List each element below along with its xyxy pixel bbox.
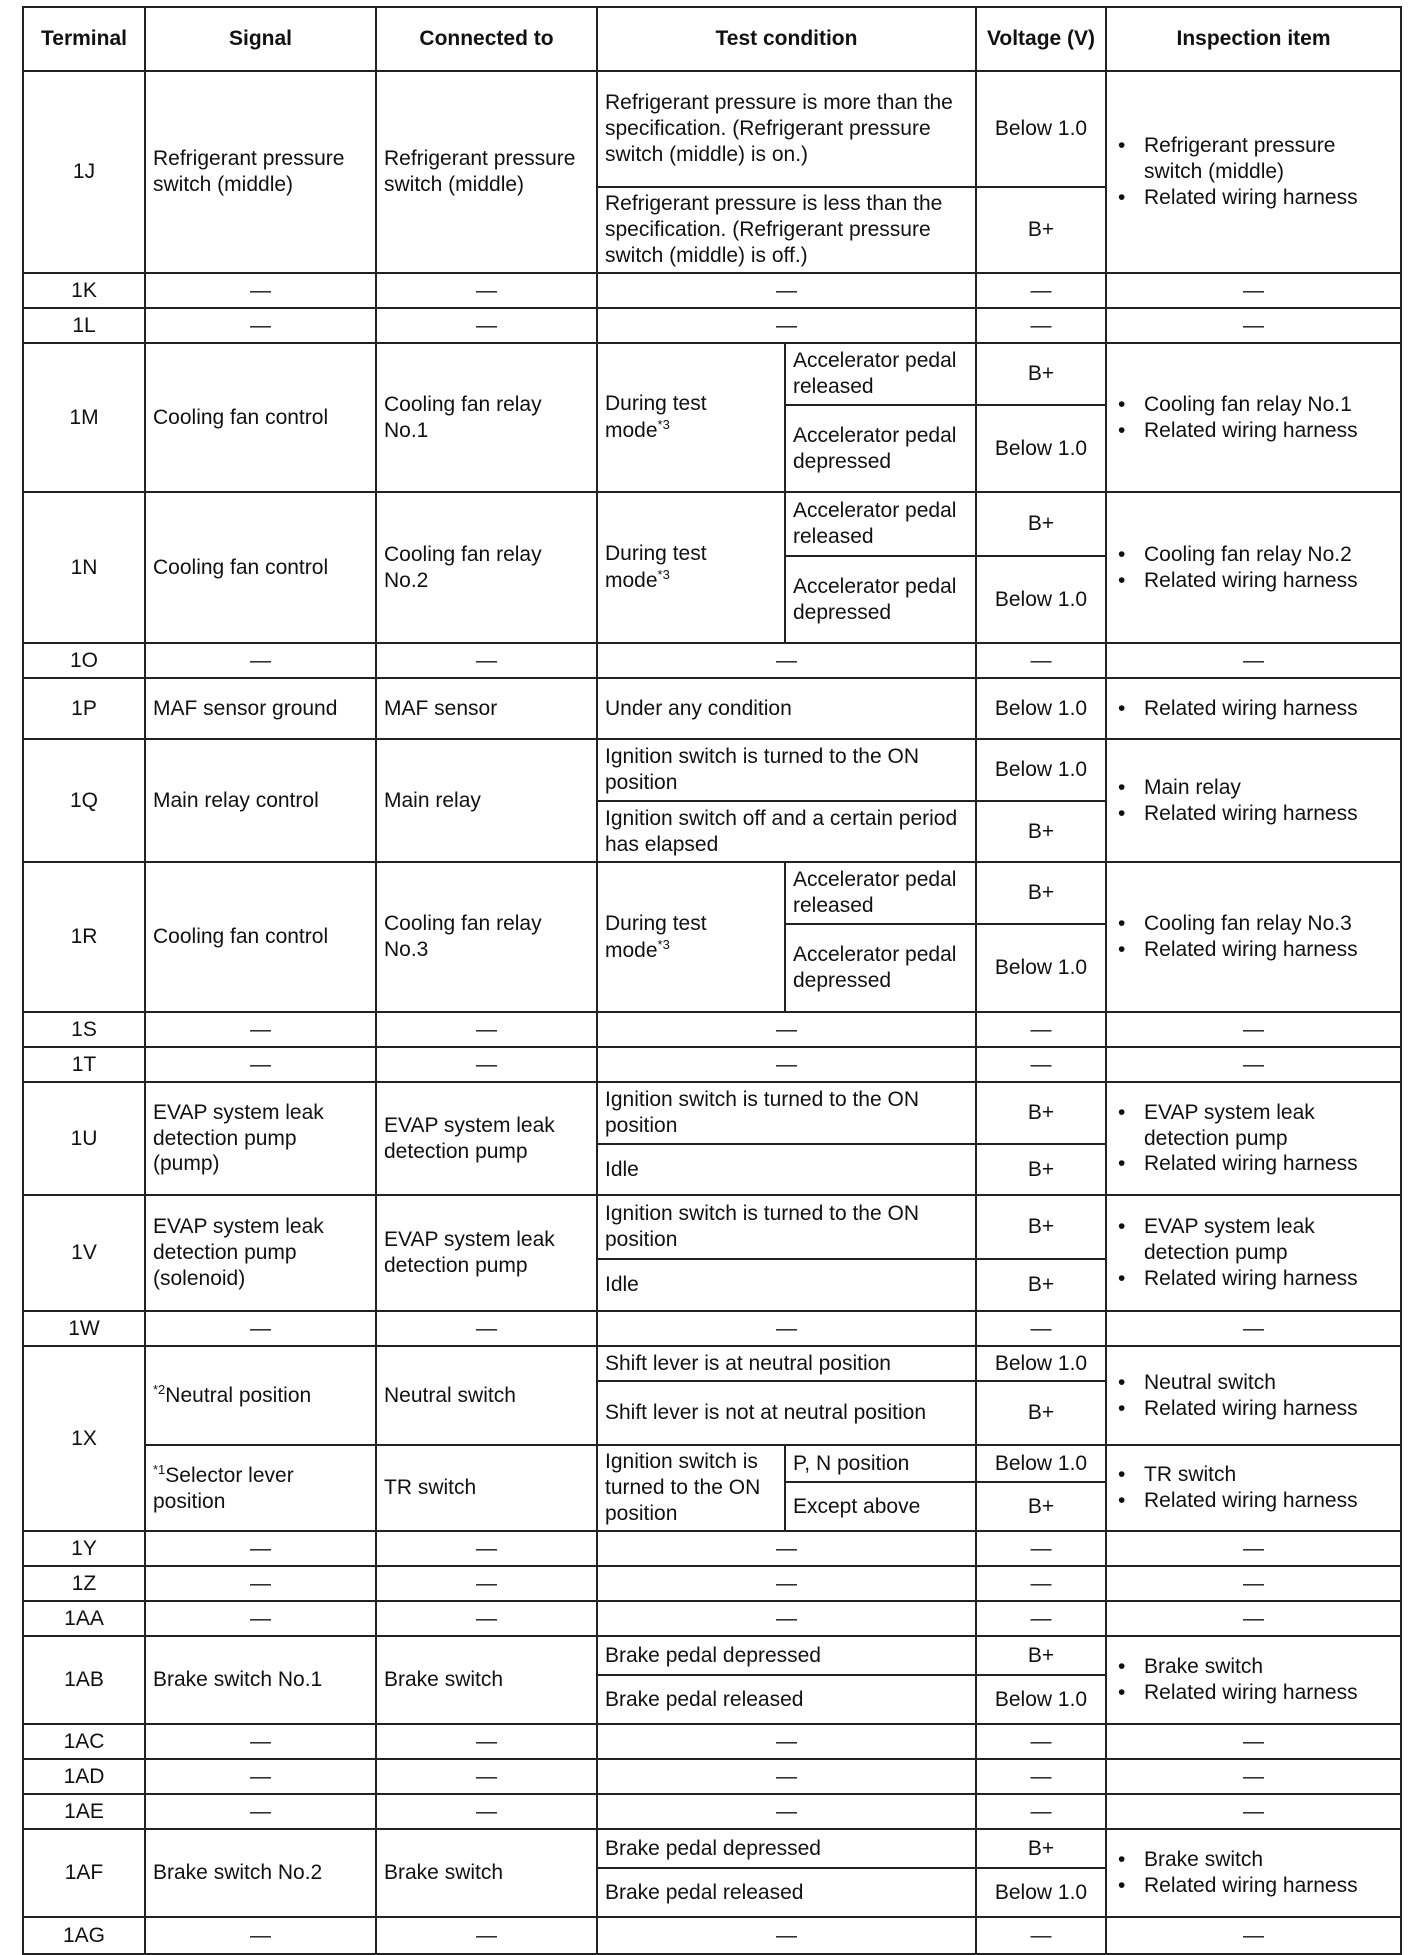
signal-cell: —	[145, 1759, 376, 1794]
connected-cell: —	[376, 1794, 597, 1829]
inspection-cell	[1106, 492, 1401, 643]
test-condition-cell: Accelerator pedal released	[785, 862, 976, 924]
footnote-marker: *3	[657, 936, 670, 952]
inspection-item: • Related wiring harness	[1144, 568, 1393, 594]
main-condition-cell	[597, 492, 785, 643]
inspection-cell: —	[1106, 308, 1401, 343]
connected-cell: —	[376, 1311, 597, 1346]
test-condition-cell: P, N position	[785, 1445, 976, 1482]
inspection-cell: —	[1106, 1531, 1401, 1566]
table-row-1ab	[23, 1636, 1401, 1675]
connected-cell: —	[376, 643, 597, 678]
test-condition-cell: —	[597, 1566, 976, 1601]
voltage-cell: B+	[976, 1636, 1106, 1675]
terminal-cell: 1AF	[23, 1829, 145, 1917]
header-row	[23, 7, 1401, 71]
signal-cell: —	[145, 1917, 376, 1954]
inspection-item: • Related wiring harness	[1144, 937, 1393, 963]
inspection-cell	[1106, 1636, 1401, 1724]
terminal-cell: 1AC	[23, 1724, 145, 1759]
connected-to-cell: Brake switch	[376, 1636, 597, 1724]
signal-cell: —	[145, 273, 376, 308]
test-condition-cell: Brake pedal released	[597, 1675, 976, 1724]
inspection-cell: —	[1106, 1759, 1401, 1794]
terminal-cell: 1AD	[23, 1759, 145, 1794]
test-condition-cell: —	[597, 1047, 976, 1082]
table-row-1af	[23, 1829, 1401, 1868]
test-condition-cell: —	[597, 273, 976, 308]
signal-cell: EVAP system leak detection pump (pump)	[145, 1082, 376, 1195]
inspection-list	[1114, 911, 1393, 963]
test-condition-cell: Accelerator pedal depressed	[785, 924, 976, 1012]
connected-cell: —	[376, 1917, 597, 1954]
signal-cell: —	[145, 643, 376, 678]
inspection-item: • Related wiring harness	[1144, 1680, 1393, 1706]
signal-cell: —	[145, 1531, 376, 1566]
table-row-1l	[23, 308, 1401, 343]
inspection-cell	[1106, 1082, 1401, 1195]
signal-cell: Cooling fan control	[145, 343, 376, 492]
terminal-cell: 1L	[23, 308, 145, 343]
table-row-1k	[23, 273, 1401, 308]
signal-cell: Main relay control	[145, 739, 376, 862]
inspection-item: • Main relay	[1144, 775, 1393, 801]
connected-to-cell: Main relay	[376, 739, 597, 862]
signal-cell: Cooling fan control	[145, 492, 376, 643]
voltage-cell: Below 1.0	[976, 1675, 1106, 1724]
connected-cell: —	[376, 1724, 597, 1759]
voltage-cell: B+	[976, 1195, 1106, 1259]
table-row-1t	[23, 1047, 1401, 1082]
signal-cell: MAF sensor ground	[145, 678, 376, 739]
inspection-cell: —	[1106, 1601, 1401, 1636]
header-voltage: Voltage (V)	[976, 7, 1106, 71]
inspection-cell: —	[1106, 1794, 1401, 1829]
test-condition-cell: Brake pedal depressed	[597, 1829, 976, 1868]
connected-cell: —	[376, 308, 597, 343]
inspection-cell: —	[1106, 1311, 1401, 1346]
terminal-cell: 1U	[23, 1082, 145, 1195]
voltage-cell: B+	[976, 1144, 1106, 1195]
test-condition-cell: —	[597, 1724, 976, 1759]
voltage-cell: —	[976, 1724, 1106, 1759]
voltage-cell: B+	[976, 1482, 1106, 1531]
voltage-cell: —	[976, 643, 1106, 678]
connected-cell: —	[376, 1047, 597, 1082]
main-condition-cell	[597, 343, 785, 492]
test-condition-cell: Accelerator pedal depressed	[785, 405, 976, 492]
table-row-1ad	[23, 1759, 1401, 1794]
connected-cell: —	[376, 273, 597, 308]
table-row-1j	[23, 71, 1401, 187]
connected-to-cell: MAF sensor	[376, 678, 597, 739]
table-row-1w	[23, 1311, 1401, 1346]
inspection-cell: —	[1106, 273, 1401, 308]
terminal-cell: 1O	[23, 643, 145, 678]
inspection-cell: —	[1106, 1566, 1401, 1601]
test-condition-cell: —	[597, 1531, 976, 1566]
signal-cell: —	[145, 1724, 376, 1759]
signal-cell: —	[145, 1311, 376, 1346]
connected-to-cell: EVAP system leak detection pump	[376, 1195, 597, 1311]
signal-cell: —	[145, 1601, 376, 1636]
voltage-cell: Below 1.0	[976, 1445, 1106, 1482]
inspection-list	[1114, 775, 1393, 827]
inspection-list	[1114, 1100, 1393, 1177]
inspection-list	[1114, 133, 1393, 210]
terminal-cell: 1V	[23, 1195, 145, 1311]
connected-to-cell: EVAP system leak detection pump	[376, 1082, 597, 1195]
test-condition-cell: —	[597, 1794, 976, 1829]
test-condition-cell: Accelerator pedal released	[785, 492, 976, 556]
terminal-cell: 1T	[23, 1047, 145, 1082]
inspection-item: • Related wiring harness	[1144, 1873, 1393, 1899]
test-condition-cell: Accelerator pedal depressed	[785, 556, 976, 643]
footnote-marker: *1	[153, 1461, 166, 1477]
test-condition-cell: Except above	[785, 1482, 976, 1531]
test-condition-cell: Ignition switch is turned to the ON position	[597, 1195, 976, 1259]
table-row-1z	[23, 1566, 1401, 1601]
inspection-cell	[1106, 739, 1401, 862]
connected-to-cell: Neutral switch	[376, 1346, 597, 1445]
terminal-cell: 1S	[23, 1012, 145, 1047]
header-test-condition: Test condition	[597, 7, 976, 71]
cell-text: During test mode	[605, 392, 707, 442]
signal-cell	[145, 1346, 376, 1445]
voltage-cell: B+	[976, 1259, 1106, 1311]
voltage-cell: B+	[976, 862, 1106, 924]
test-condition-cell: Refrigerant pressure is more than the specification. (Refrigerant pressure switch (middle) is on.)	[597, 71, 976, 187]
inspection-item: • Related wiring harness	[1144, 418, 1393, 444]
test-condition-cell: —	[597, 1917, 976, 1954]
terminal-cell: 1N	[23, 492, 145, 643]
table-row-1x	[23, 1445, 1401, 1482]
terminal-inspection-table	[22, 6, 1402, 1955]
signal-cell: Refrigerant pressure switch (middle)	[145, 71, 376, 273]
voltage-cell: Below 1.0	[976, 71, 1106, 187]
test-condition-cell: —	[597, 643, 976, 678]
inspection-item: • EVAP system leak detection pump	[1144, 1100, 1393, 1152]
header-terminal: Terminal	[23, 7, 145, 71]
test-condition-cell: Accelerator pedal released	[785, 343, 976, 405]
main-condition-cell: Ignition switch is turned to the ON position	[597, 1445, 785, 1531]
inspection-list	[1114, 696, 1393, 722]
voltage-cell: Below 1.0	[976, 678, 1106, 739]
terminal-cell: 1K	[23, 273, 145, 308]
connected-to-cell: Cooling fan relay No.1	[376, 343, 597, 492]
signal-cell: —	[145, 1566, 376, 1601]
terminal-cell: 1Z	[23, 1566, 145, 1601]
test-condition-cell: —	[597, 308, 976, 343]
terminal-cell: 1AB	[23, 1636, 145, 1724]
footnote-marker: *3	[657, 567, 670, 582]
inspection-item: • Cooling fan relay No.1	[1144, 392, 1393, 418]
test-condition-cell: Idle	[597, 1144, 976, 1195]
inspection-item: • Related wiring harness	[1144, 1488, 1393, 1514]
terminal-cell: 1Q	[23, 739, 145, 862]
test-condition-cell: Idle	[597, 1259, 976, 1311]
test-condition-cell: Under any condition	[597, 678, 976, 739]
inspection-item: • Related wiring harness	[1144, 1266, 1393, 1292]
voltage-cell: —	[976, 1531, 1106, 1566]
connected-cell: —	[376, 1601, 597, 1636]
table-row-1ac	[23, 1724, 1401, 1759]
table-row-1ae	[23, 1794, 1401, 1829]
test-condition-cell: Brake pedal released	[597, 1868, 976, 1917]
test-condition-cell: —	[597, 1012, 976, 1047]
signal-cell: Brake switch No.2	[145, 1829, 376, 1917]
inspection-item: • Related wiring harness	[1144, 801, 1393, 827]
voltage-cell: —	[976, 1012, 1106, 1047]
inspection-item: • Neutral switch	[1144, 1370, 1393, 1396]
terminal-cell: 1R	[23, 862, 145, 1012]
signal-cell: —	[145, 308, 376, 343]
terminal-cell: 1J	[23, 71, 145, 273]
cell-text: Neutral position	[165, 1384, 312, 1408]
inspection-cell	[1106, 71, 1401, 273]
footnote-marker: *2	[153, 1382, 166, 1398]
inspection-cell: —	[1106, 643, 1401, 678]
header-signal: Signal	[145, 7, 376, 71]
signal-cell: Cooling fan control	[145, 862, 376, 1012]
voltage-cell: —	[976, 1047, 1106, 1082]
signal-cell: Brake switch No.1	[145, 1636, 376, 1724]
voltage-cell: B+	[976, 801, 1106, 862]
inspection-item: • TR switch	[1144, 1462, 1393, 1488]
test-condition-cell: Shift lever is not at neutral position	[597, 1381, 976, 1445]
connected-cell: —	[376, 1012, 597, 1047]
main-condition-cell	[597, 862, 785, 1012]
voltage-cell: B+	[976, 187, 1106, 273]
connected-to-cell: Cooling fan relay No.2	[376, 492, 597, 643]
voltage-cell: Below 1.0	[976, 1868, 1106, 1917]
inspection-item: • Refrigerant pressure switch (middle)	[1144, 133, 1393, 185]
voltage-cell: Below 1.0	[976, 556, 1106, 643]
terminal-cell: 1M	[23, 343, 145, 492]
test-condition-cell: Refrigerant pressure is less than the specification. (Refrigerant pressure switch (middle) is off.)	[597, 187, 976, 273]
inspection-item: • EVAP system leak detection pump	[1144, 1214, 1393, 1266]
inspection-cell: —	[1106, 1047, 1401, 1082]
inspection-list	[1114, 1214, 1393, 1291]
inspection-list	[1114, 542, 1393, 594]
connected-to-cell: TR switch	[376, 1445, 597, 1531]
signal-cell	[145, 1445, 376, 1531]
table-row-1x	[23, 1346, 1401, 1381]
header-connected-to: Connected to	[376, 7, 597, 71]
voltage-cell: B+	[976, 1381, 1106, 1445]
inspection-cell	[1106, 343, 1401, 492]
inspection-cell	[1106, 862, 1401, 1012]
inspection-item: • Related wiring harness	[1144, 1396, 1393, 1422]
terminal-cell: 1P	[23, 678, 145, 739]
cell-text: During test mode	[605, 542, 707, 592]
inspection-list	[1114, 1370, 1393, 1422]
connected-to-cell: Brake switch	[376, 1829, 597, 1917]
voltage-cell: —	[976, 1759, 1106, 1794]
test-condition-cell: Ignition switch is turned to the ON position	[597, 739, 976, 801]
test-condition-cell: —	[597, 1601, 976, 1636]
table-row-1p	[23, 678, 1401, 739]
test-condition-cell: —	[597, 1759, 976, 1794]
voltage-cell: —	[976, 273, 1106, 308]
connected-cell: —	[376, 1531, 597, 1566]
inspection-list	[1114, 1462, 1393, 1514]
connected-cell: —	[376, 1759, 597, 1794]
terminal-cell: 1AE	[23, 1794, 145, 1829]
inspection-list	[1114, 1847, 1393, 1899]
inspection-cell	[1106, 1195, 1401, 1311]
inspection-cell	[1106, 678, 1401, 739]
inspection-item: • Cooling fan relay No.2	[1144, 542, 1393, 568]
signal-cell: —	[145, 1047, 376, 1082]
terminal-cell: 1W	[23, 1311, 145, 1346]
table-row-1y	[23, 1531, 1401, 1566]
inspection-item: • Related wiring harness	[1144, 1151, 1393, 1177]
table-row-1aa	[23, 1601, 1401, 1636]
test-condition-cell: Brake pedal depressed	[597, 1636, 976, 1675]
inspection-item: • Related wiring harness	[1144, 696, 1393, 722]
terminal-cell: 1AG	[23, 1917, 145, 1954]
inspection-cell	[1106, 1445, 1401, 1531]
inspection-item: • Cooling fan relay No.3	[1144, 911, 1393, 937]
voltage-cell: —	[976, 308, 1106, 343]
voltage-cell: —	[976, 1601, 1106, 1636]
inspection-cell: —	[1106, 1724, 1401, 1759]
test-condition-cell: Shift lever is at neutral position	[597, 1346, 976, 1381]
signal-cell: —	[145, 1012, 376, 1047]
test-condition-cell: Ignition switch off and a certain period has elapsed	[597, 801, 976, 862]
table-row-1r	[23, 862, 1401, 924]
voltage-cell: B+	[976, 1829, 1106, 1868]
inspection-list	[1114, 1654, 1393, 1706]
inspection-item: • Brake switch	[1144, 1847, 1393, 1873]
voltage-cell: Below 1.0	[976, 405, 1106, 492]
table-row-1n	[23, 492, 1401, 556]
inspection-list	[1114, 392, 1393, 444]
table-row-1ag	[23, 1917, 1401, 1954]
table-row-1m	[23, 343, 1401, 405]
terminal-cell: 1Y	[23, 1531, 145, 1566]
voltage-cell: —	[976, 1311, 1106, 1346]
table-row-1o	[23, 643, 1401, 678]
voltage-cell: —	[976, 1917, 1106, 1954]
voltage-cell: Below 1.0	[976, 1346, 1106, 1381]
inspection-cell: —	[1106, 1012, 1401, 1047]
voltage-cell: B+	[976, 343, 1106, 405]
connected-to-cell: Refrigerant pressure switch (middle)	[376, 71, 597, 273]
inspection-item: • Related wiring harness	[1144, 185, 1393, 211]
voltage-cell: B+	[976, 1082, 1106, 1144]
test-condition-cell: —	[597, 1311, 976, 1346]
header-inspection-item: Inspection item	[1106, 7, 1401, 71]
connected-to-cell: Cooling fan relay No.3	[376, 862, 597, 1012]
terminal-cell: 1X	[23, 1346, 145, 1531]
connected-cell: —	[376, 1566, 597, 1601]
voltage-cell: —	[976, 1794, 1106, 1829]
table-row-1q	[23, 739, 1401, 801]
table-row-1u	[23, 1082, 1401, 1144]
voltage-cell: —	[976, 1566, 1106, 1601]
voltage-cell: Below 1.0	[976, 924, 1106, 1012]
inspection-cell	[1106, 1346, 1401, 1445]
inspection-cell: —	[1106, 1917, 1401, 1954]
voltage-cell: Below 1.0	[976, 739, 1106, 801]
signal-cell: EVAP system leak detection pump (solenoid)	[145, 1195, 376, 1311]
inspection-item: • Brake switch	[1144, 1654, 1393, 1680]
cell-text: Selector lever position	[153, 1463, 294, 1513]
inspection-cell	[1106, 1829, 1401, 1917]
terminal-cell: 1AA	[23, 1601, 145, 1636]
voltage-cell: B+	[976, 492, 1106, 556]
test-condition-cell: Ignition switch is turned to the ON position	[597, 1082, 976, 1144]
signal-cell: —	[145, 1794, 376, 1829]
footnote-marker: *3	[657, 417, 670, 432]
cell-text: During test mode	[605, 911, 707, 962]
table-row-1s	[23, 1012, 1401, 1047]
table-row-1v	[23, 1195, 1401, 1259]
